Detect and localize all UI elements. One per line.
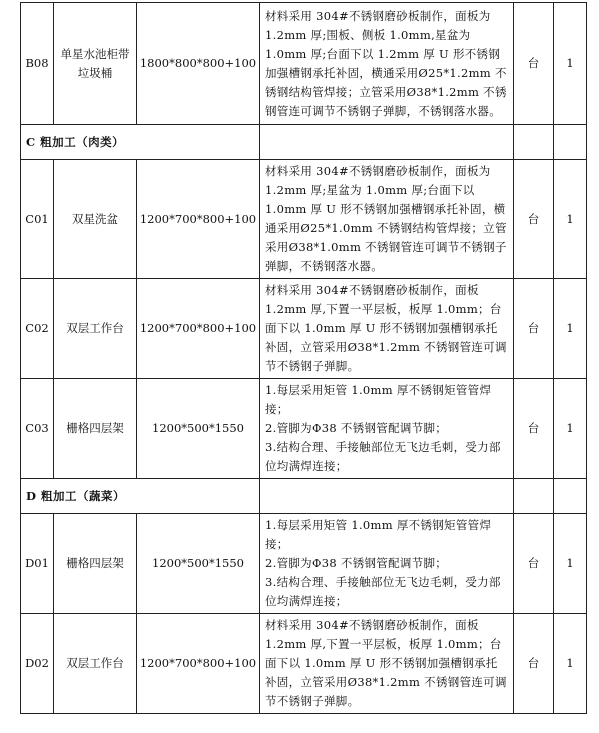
table-body: [21, 3, 587, 714]
item-name: 单星水池柜带垃圾桶: [54, 3, 137, 125]
item-description: 材料采用 304#不锈钢磨砂板制作，面板为 1.2mm 厚;星盆为 1.0mm 厚;台面下以 1.0mm 厚 U 形不锈钢加强槽钢承托补固，横通采用Ø25*1.0mm 不锈钢结构管焊接；立管采用Ø38*1.0mm 不锈钢管连可调节不锈钢子弹脚，不锈钢落水器。: [260, 160, 514, 279]
empty-cell: [260, 125, 514, 160]
item-description: 材料采用 304#不锈钢磨砂板制作，面板 1.2mm 厚,下置一平层板，板厚 1.0mm；台面下以 1.0mm 厚 U 形不锈钢加强槽钢承托补固，立管采用Ø38*1.2mm 不锈钢管连可调节不锈钢子弹脚。: [260, 279, 514, 379]
section-title: C 粗加工（肉类）: [21, 125, 260, 160]
item-name: 双层工作台: [54, 614, 137, 714]
item-code: C02: [21, 279, 54, 379]
equipment-table: [20, 2, 587, 714]
item-spec: 1200*700*800+100: [137, 160, 260, 279]
empty-cell: [514, 479, 554, 514]
item-spec: 1800*800*800+100: [137, 3, 260, 125]
item-spec: 1200*500*1550: [137, 379, 260, 479]
item-code: D02: [21, 614, 54, 714]
item-unit: 台: [514, 514, 554, 614]
item-spec: 1200*700*800+100: [137, 614, 260, 714]
table-row: [21, 514, 587, 614]
item-quantity: 1: [554, 3, 587, 125]
item-code: C01: [21, 160, 54, 279]
empty-cell: [514, 125, 554, 160]
item-description: 材料采用 304#不锈钢磨砂板制作，面板为 1.2mm 厚;围板、侧板 1.0mm,星盆为 1.0mm 厚;台面下以 1.2mm 厚 U 形不锈钢加强槽钢承托补固，横通采用Ø25*1.2mm 不锈钢结构管焊接；立管采用Ø38*1.2mm 不锈钢管连可调节不锈钢子弹脚，不锈钢落水器。: [260, 3, 514, 125]
item-quantity: 1: [554, 379, 587, 479]
section-row: [21, 479, 587, 514]
item-name: 栅格四层架: [54, 379, 137, 479]
section-title: D 粗加工（蔬菜）: [21, 479, 260, 514]
item-unit: 台: [514, 160, 554, 279]
item-code: C03: [21, 379, 54, 479]
item-quantity: 1: [554, 160, 587, 279]
empty-cell: [554, 479, 587, 514]
empty-cell: [260, 479, 514, 514]
item-description: 1.每层采用矩管 1.0mm 厚不锈钢矩管管焊接； 2.管脚为Φ38 不锈钢管配调节脚； 3.结构合理、手接触部位无飞边毛刺，受力部位均满焊连接；: [260, 379, 514, 479]
item-code: D01: [21, 514, 54, 614]
item-unit: 台: [514, 279, 554, 379]
item-name: 双星洗盆: [54, 160, 137, 279]
item-quantity: 1: [554, 614, 587, 714]
item-spec: 1200*700*800+100: [137, 279, 260, 379]
item-unit: 台: [514, 614, 554, 714]
item-name: 双层工作台: [54, 279, 137, 379]
table-row: [21, 160, 587, 279]
table-row: [21, 3, 587, 125]
table-row: [21, 379, 587, 479]
item-code: B08: [21, 3, 54, 125]
table-row: [21, 279, 587, 379]
item-unit: 台: [514, 3, 554, 125]
item-description: 材料采用 304#不锈钢磨砂板制作，面板 1.2mm 厚,下置一平层板，板厚 1.0mm；台面下以 1.0mm 厚 U 形不锈钢加强槽钢承托补固，立管采用Ø38*1.2mm 不锈钢管连可调节不锈钢子弹脚。: [260, 614, 514, 714]
item-unit: 台: [514, 379, 554, 479]
table-row: [21, 614, 587, 714]
item-quantity: 1: [554, 279, 587, 379]
item-spec: 1200*500*1550: [137, 514, 260, 614]
item-name: 栅格四层架: [54, 514, 137, 614]
empty-cell: [554, 125, 587, 160]
item-quantity: 1: [554, 514, 587, 614]
item-description: 1.每层采用矩管 1.0mm 厚不锈钢矩管管焊接； 2.管脚为Φ38 不锈钢管配调节脚； 3.结构合理、手接触部位无飞边毛刺，受力部位均满焊连接；: [260, 514, 514, 614]
section-row: [21, 125, 587, 160]
